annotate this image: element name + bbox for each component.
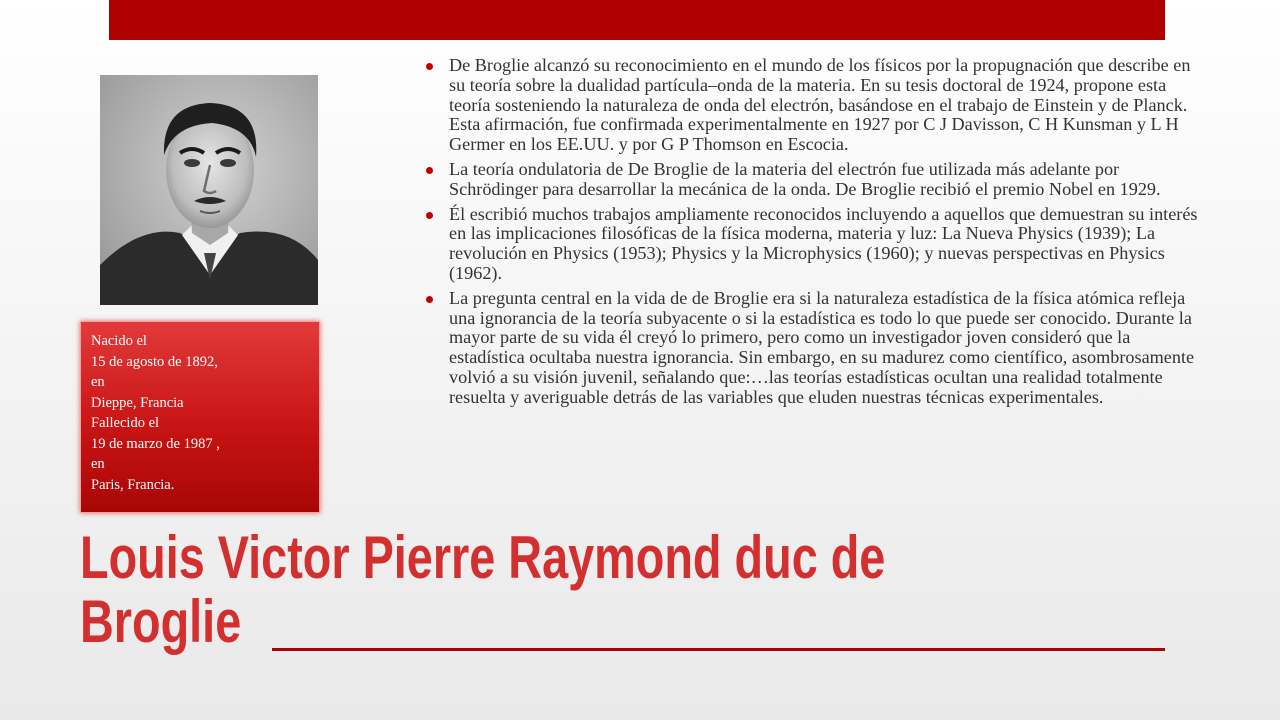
bullet-text: De Broglie alcanzó su reconocimiento en el mundo de los físicos por la propugnación que describe en su teoría sobre la dualidad partícula–onda de la materia. En su tesis doctoral de 1924, propone esta teoría sosteniendo la naturaleza de onda del electrón, basándose en el trabajo de Einstein y de Planck. Esta afirmación, fue confirmada experimentalmente en 1927 por C J Davisson, C H Kunsman y L H Germer en los EE.UU. y por G P Thomson en Escocia.: [449, 55, 1191, 155]
bullet-text: Él escribió muchos trabajos ampliamente reconocidos incluyendo a aquellos que demuestran su interés en las implicaciones filosóficas de la física moderna, materia y luz: La Nueva Physics (1939); La revolución en Physics (1953); Physics y la Microphysics (1960); y nuevas perspectivas en Physics (1962).: [449, 203, 1198, 283]
info-line: Paris, Francia.: [91, 476, 175, 493]
slide-title-line: Broglie: [80, 588, 242, 655]
bullet-item: [420, 289, 1210, 408]
bullet-dot-icon: [426, 212, 433, 219]
bullet-dot-icon: [426, 167, 433, 174]
title-underline: [272, 648, 1165, 651]
bullet-item: [420, 160, 1210, 200]
bullet-item: [420, 56, 1210, 155]
info-line: 19 de marzo de 1987 ,: [91, 435, 220, 452]
biography-dates-box: [80, 321, 320, 513]
portrait-photo: [100, 75, 318, 305]
info-line: 15 de agosto de 1892,: [91, 353, 218, 370]
info-line: en: [91, 456, 105, 472]
info-line: Nacido el: [91, 333, 147, 349]
bullet-list: [420, 56, 1210, 413]
portrait-photo-icon: [100, 75, 318, 305]
slide-title: [80, 526, 922, 654]
bullet-text: La teoría ondulatoria de De Broglie de la materia del electrón fue utilizada más adelante por Schrödinger para desarrollar la mecánica de la onda. De Broglie recibió el premio Nobel en 1929.: [449, 158, 1161, 199]
bullet-item: [420, 205, 1210, 284]
info-line: en: [91, 374, 105, 390]
top-accent-bar: [109, 0, 1165, 40]
bullet-text: La pregunta central en la vida de de Broglie era si la naturaleza estadística de la física atómica refleja una ignorancia de la teoría subyacente o si la estadística es todo lo que puede ser conocido. Durante la mayor parte de su vida él creyó lo primero, pero como un investigador joven consideró que la estadística ocultaba nuestra ignorancia. Sin embargo, en su madurez como científico, asombrosamente volvió a su visión juvenil, señalando que:…las teorías estadísticas ocultan una realidad totalmente resuelta y averiguable detrás de las variables que eluden nuestras técnicas experimentales.: [449, 287, 1195, 407]
bullet-dot-icon: [426, 63, 433, 70]
info-line: Fallecido el: [91, 415, 160, 431]
info-line: Dieppe, Francia: [91, 394, 184, 411]
slide-title-line: Louis Victor Pierre Raymond duc de: [80, 524, 886, 591]
bullet-dot-icon: [426, 296, 433, 303]
